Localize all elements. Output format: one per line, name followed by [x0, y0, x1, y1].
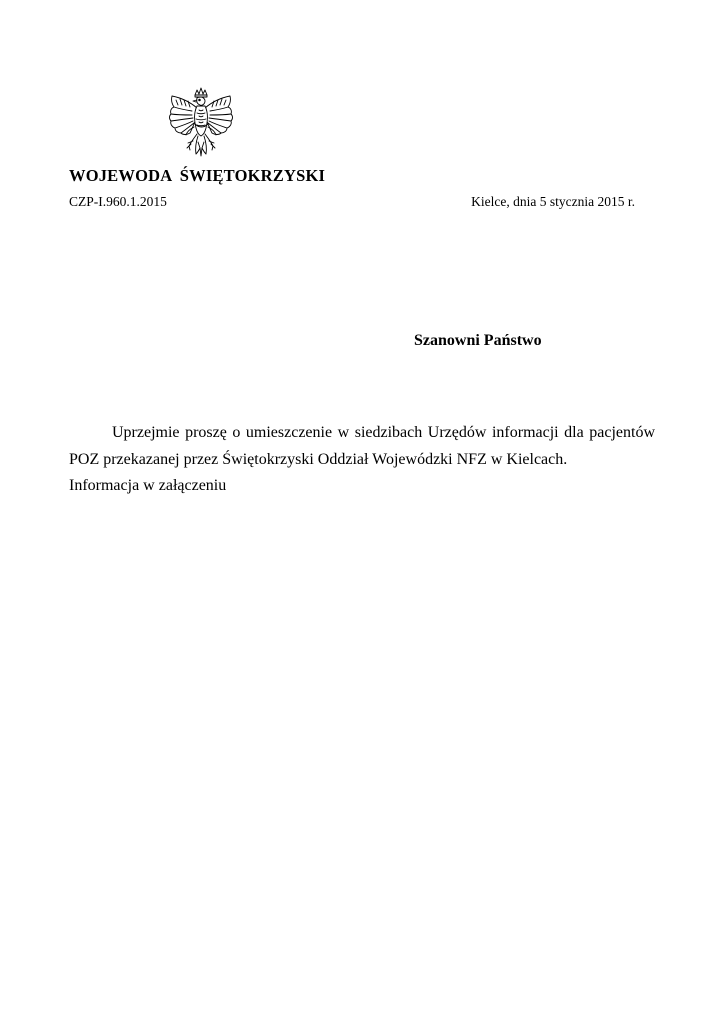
reference-row	[69, 194, 635, 212]
attachment-note: Informacja w załączeniu	[69, 477, 227, 494]
salutation: Szanowni Państwo	[414, 332, 542, 349]
polish-white-eagle-emblem-icon	[162, 86, 240, 162]
reference-number: CZP-I.960.1.2015	[69, 194, 167, 209]
letter-body	[69, 420, 655, 500]
authority-title: WOJEWODA ŚWIĘTOKRZYSKI	[69, 166, 326, 185]
body-paragraph: Uprzejmie proszę o umieszczenie w siedzibach Urzędów informacji dla pacjentów POZ przekazanej przez Świętokrzyski Oddział Wojewódzki NFZ w Kielcach.	[69, 424, 655, 468]
place-and-date: Kielce, dnia 5 stycznia 2015 r.	[471, 194, 635, 209]
